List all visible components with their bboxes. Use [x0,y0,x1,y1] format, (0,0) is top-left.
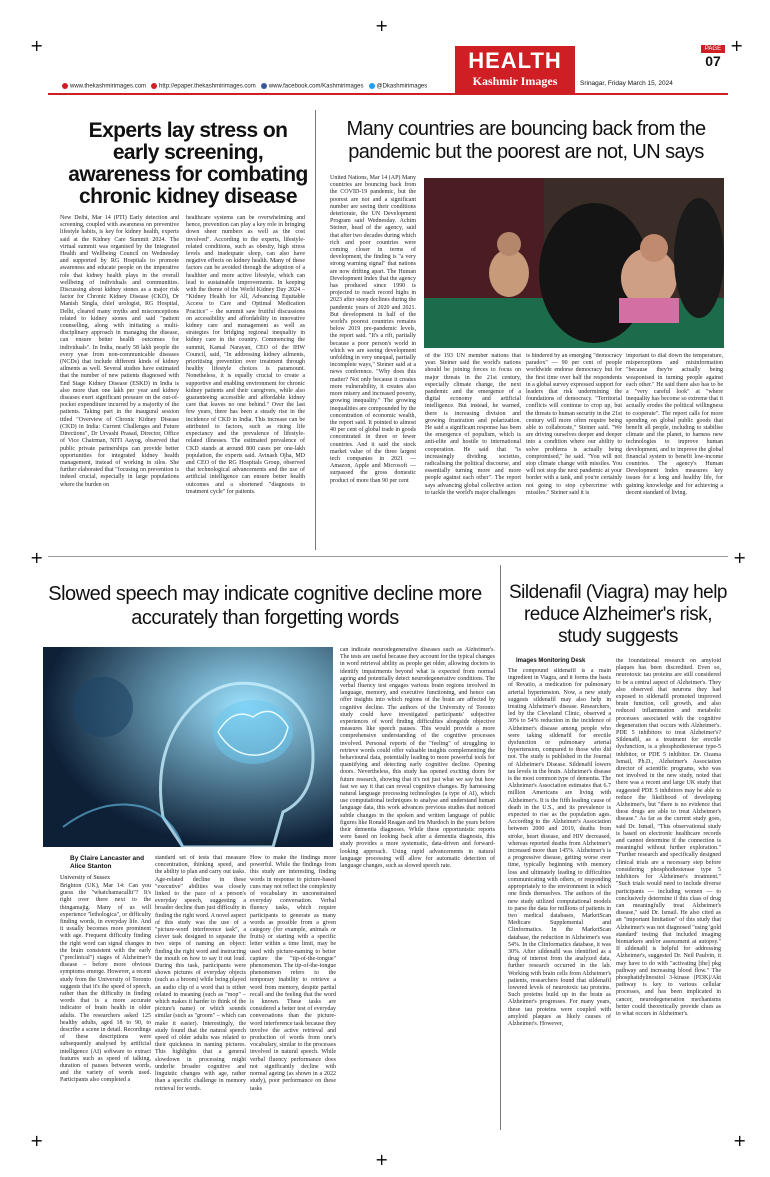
article2-column-2: of the 193 UN member nations that year. Steiner said the world's nations should be joining forces to focus on major threats in the 21st century, especially climate change, the next pandemic and the emergence of a digital economy and artificial intelligence. But instead, he warned, there is increasing division and growing frustration and polarization. He said a significant response has been the emergence of populism, which is anti-elite and hostile to international cooperation. He said that "is increasingly dividing societies, radicalising the political discourse, and essentially turning more and more people against each other". The report says advancing global collective action to tackle the world's major challenges [425,353,521,496]
masthead: Kashmir Images [472,74,558,88]
registration-mark-top-left: + [30,36,44,55]
header-rule [48,93,728,95]
article3-photo [43,647,333,847]
page-number: 07 [705,53,721,69]
page-label: PAGE [701,45,725,53]
link-epaper[interactable]: http://epaper.thekashmirimages.com [159,83,256,90]
article4-headline: Sildenafil (Viagra) may help reduce Alzheimer's risk, study suggests [509,582,727,647]
header-links [62,83,427,90]
brain-xray-illustration [43,647,333,847]
globe-icon [151,83,157,89]
registration-mark-mid-right: + [733,548,747,567]
column-divider-bottom [500,565,501,1130]
article4-column-1: The compound sildenafil is a main ingredient in Viagra, and it forms the basis of Revatio, a medication for pulmonary arterial hypertension. Now, a new study suggests sildenafil may also help in treating Alzheimer's disease. Researchers, led by the Cleveland Clinic, observed a 30% to 54% reduction in the incidence of Alzheimer's disease among people who were taking sildenafil for erectile dysfunction or pulmonary arterial hypertension, compared to those who did not. The study is published in the Journal of Alzheimer's Disease. Sildenafil lowers tau levels in the brain. Alzheimer's disease is the most common type of dementia. The Alzheimer's Association estimates that 6.7 million Americans are living with Alzheimer's. It is the fifth leading cause of death in the U.S., and its prevalence is expected to rise as the population ages. According to the Alzheimer's Association between 2000 and 2019, deaths from stroke, heart disease, and HIV decreased, whereas reported deaths from Alzheimer's increased more than 145%. Alzheimer's is a progressive disease, getting worse over time, typically beginning with memory loss and ultimately leading to difficulties communicating with others, or responding appropriately to the environment in which one finds themselves. The authors of the new study utilized computational models to parse the data for millions of patients in two medical databases, MarketScan Medicare Supplemental and Clinformatics. In the MarketScan database, the reduction in Alzheimer's was 54%. In the Clinformatics database, it was 30%. After sildenafil was identified as a drug of interest from the analyzed data, further research occurred in the lab. Working with brain cells from Alzheimer's patients, researchers found that sildenafil lowered levels of neurotoxic tau proteins. Such proteins build up in the brain as Alzheimer's progresses. For many years, these tau proteins were coupled with amyloid plaques as likely causes of Alzheimer's. However, [508,668,611,1027]
article3-column-3: How to make the findings more powerful. While the findings from this study are interesting, finding words in response to picture-based cues may not reflect the complexity of vocabulary in unconstrained everyday conversation. Verbal fluency tasks, which require participants to generate as many words as possible from a given category (for example, animals or fruits) or starting with a specific letter within a time limit, may be used with picture-naming to better capture the "tip-of-the-tongue" phenomenon. The tip-of-the-tongue phenomenon refers to the temporary inability to retrieve a word from memory, despite partial recall and the feeling that the word is known. These tasks are considered a better test of everyday conversations than the picture-word interference task because they involve the active retrieval and production of words from one's vocabulary, similar to the processes involved in natural speech. While verbal fluency performance does not significantly decline with normal ageing (as shown in a 2022 study), poor performance on these tasks [250,855,336,1092]
article2-column-1: United Nations, Mar 14 (AP) Many countries are bouncing back from the COVID-19 pandemic, but the poorest are not and a significant number are seeing their conditions deteriorate, the UN Development Program said Wednesday. Achim Steiner, head of the agency, said that after two decades during which rich and poor countries were coming closer in terms of development, the finding is "a very strong warning signal" that nations are now drifting apart. The Human Development Index that the agency has produced since 1990 is projected to reach record highs in 2023 after steep declines during the pandemic years of 2020 and 2021. But development in half of the world's poorest countries remains below 2019 pre-pandemic levels, the report said. "It's a rift, partially because a poor person's world in which we are seeing development unfolding in very unequal, partially incomplete ways," Steiner said at a news conference. "Why does this matter? Not only because it creates more vulnerability, it creates also more misery and increased poverty, growing inequality." The growing inequalities are compounded by the concentration of economic wealth, the report said. It pointed to almost 40 per cent of global trade in goods concentrated in three or fewer countries. And it said the stock market value of the three largest tech companies in 2021 — Amazon, Apple and Microsoft — surpassed the gross domestic product of more than 90 per cent [330,175,416,484]
registration-mark-bottom-left: + [30,1131,44,1150]
link-facebook[interactable]: www.facebook.com/Kashmirimages [268,83,364,90]
section-title: HEALTH [468,48,562,73]
registration-mark-top-right: + [730,36,744,55]
article1-headline: Experts lay stress on early screening, awareness for combating chronic kidney disease [68,119,308,208]
column-divider [315,110,316,550]
dateline: Srinagar, Friday March 15, 2024 [580,80,673,87]
children-photo-illustration [424,178,724,348]
link-twitter[interactable]: @Dkashmirimages [376,83,428,90]
article4-column-2: the foundational research on amyloid plaques has been discredited. Even so, neurotoxic tau proteins are still considered to be a central aspect of Alzheimer's. They also observed that neurons they had exposed to sildenafil promoted improved brain function, cell growth, and also reduced inflammation and metabolic processes associated with the cognitive degeneration that occurs with Alzheimer's. PDE 5 inhibitors to treat Alzheimer's? Sildenafil, as a treatment for erectile dysfunction, is a phosphodiesterase type-5 inhibitor, or PDE 5 inhibitor. Dr. Ozama Ismail, Ph.D., Alzheimer's Association director of scientific programs, who was not involved in the new study, noted that there was a recent and large UK study that suggested PDE 5 inhibitors may be able to reduce the likelihood of developing Alzheimer's, but "there is no evidence that these drugs are able to treat Alzheimer's disease." As far as the current study goes, said Dr. Ismail, "This observational study is based on electronic healthcare records and cannot determine if the connection is meaningful without further exploration." "Further research and specifically designed clinical trials are a necessary step before considering phosphodiesterase type 5 inhibitors for Alzheimer's treatment." "Such trials would need to include diverse participants — including women — to conclusively determine if this class of drug can meaningfully treat Alzheimer's disease," said Dr. Ismail. He also cited as an "important limitation" of this study that Alzheimer's was not diagnosed "using 'gold standard' testing that included imaging biomarkers and/or assessment at autopsy." If sildenafil is helpful for addressing Alzheimer's, suggested Dr. Neil Paulvin, it may have to do with "activating [the] pkg pathway and increasing blood flow." The phosphatidylinositol 3-kinase (PI3K)/Akt pathway is key to various cellular processes, and has been implicated in cancer, neurodegeneration mechanisms better could theoretically provide clues as to what occurs in Alzheimer's. [616,658,721,1017]
row-divider [48,556,728,557]
article3-byline: By Claire Lancaster and Alice Stanton [70,855,145,870]
article3-column-2: standard set of tests that measure concentration, thinking speed, and the ability to plan and carry out tasks. Age-related decline in these "executive" abilities was closely linked to the pace of a person's everyday speech, suggesting a broader decline than just difficulty in finding the right word. A novel aspect of this study was the use of a "picture-word interference task", a clever task designed to separate the two steps of naming an object: finding the right word and instructing the mouth on how to say it out loud. During this task, participants were shown pictures of everyday objects (such as a broom) while being played an audio clip of a word that is either related in meaning (such as "mop" – which makes it harder to think of the picture's name) or which sounds similar (such as "groom" – which can make it easier). Interestingly, the study found that the natural speech speed of older adults was related to their quickness in naming pictures. This highlights that a general slowdown in processing might underlie broader cognitive and linguistic changes with age, rather than a specific challenge in memory retrieval for words. [155,855,246,1092]
twitter-icon [369,83,375,89]
section-banner [455,46,575,94]
article1-column-1: New Delhi, Mar 14 (PTI) Early detection and screening, coupled with awareness on preventive lifestyle habits, is key for kidney health, experts said at the Kidney Care Summit 2024. The virtual summit was organised by the Integrated Health and Wellbeing Council on Wednesday and supported by RG Hospitals to promote awareness and educate people on the imperative role that kidney health plays in the overall wellbeing of individuals and communities. Discussing about kidney stones as a major risk factor for Chronic Kidney Disease (CKD), Dr Manish Singla, chief urologist, RG Hospital, Delhi, cleared many myths and misconceptions related to kidney stones and said "patient counselling, along with initiating a multi-disciplinary approach in managing the disease, can ensure better health outcomes for individuals". In India, nearly 58 lakh people die every year from non-communicable diseases (NCDs) that include different kinds of kidney ailments as well. Several studies have estimated that the number of new patients diagnosed with End Stage Kidney Disease (ESKD) in India is also more than one lakh per year and kidney diseases exert significant pressure on the out-of-pocket expenditure incurred by a majority of the patients. Taking part in the inaugural session titled "Overview of Chronic Kidney Disease (CKD) in India: Current Challenges and Future Directions", Dr Urvashi Prasad, Director, Office of Vice Chairman, NITI Aayog, observed that public private partnerships can provide better opportunities for integrated kidney health management, instead of working in silos. She further elaborated that "focusing on prevention is indeed crucial, especially in large populations where the burden on [60,215,179,488]
article2-column-4: important to dial down the temperature, misperceptions and misinformation "because they're actually being weaponised in turning people against each other." He said there also has to be a "very careful look" at "where inequality has become so extreme that it actually erodes the political willingness to cooperate". The report calls for more spending on global public goods that benefit all people, including to stabilise climate and the planet, to harness new technologies to improve human development, and to improve the global financial system to benefit low-income countries. The agency's Human Development Index measures key issues for a long and healthy life, for gaining knowledge and for achieving a decent standard of living. [626,353,723,496]
link-website[interactable]: www.thekashmirimages.com [70,83,147,90]
article3-column-1: Brighton (UK), Mar 14: Can you guess the "whatchamacallit"? It's right over there next to the thingamajig. Many of us will experience "lethologica", or difficulty finding words, in everyday life. And it usually becomes more prominent with age. Frequent difficulty finding the right word can signal changes in the brain consistent with the early ("preclinical") stages of Alzheimer's disease – before more obvious symptoms emerge. However, a recent study from the University of Toronto suggests that it's the speed of speech, rather than the difficulty in finding words that is a more accurate indicator of brain health in older adults. The researchers asked 125 healthy adults, aged 18 to 90, to describe a scene in detail. Recordings of these descriptions were subsequently analysed by artificial intelligence (AI) software to extract features such as speed of talking, duration of pauses between words, and the variety of words used. Participants also completed a [60,883,151,1084]
article2-photo [424,178,724,348]
registration-mark-bottom-center: + [375,1150,389,1169]
registration-mark-bottom-right: + [733,1131,747,1150]
registration-mark-top-center: + [375,16,389,35]
article2-headline: Many countries are bouncing back from the pandemic but the poorest are not, UN says [346,118,706,163]
article3-headline: Slowed speech may indicate cognitive decline more accurately than forgetting words [48,583,482,629]
article2-column-3: is hindered by an emerging "democracy paradox" — 90 per cent of people worldwide endorse democracy but for the first time over half the respondents in a global survey expressed support for leaders that risk undermining the foundations of democracy. "Territorial conflicts will continue to crop up, but the threats to human security in the 21st century will more often require being able to collaborate," Steiner said. "We are driving ourselves deeper and deeper into a condition where our ability to solve problems is actually being compromised," he said. "You will not stop climate change with missiles. You will not stop the next pandemic at your border with a tank, and you're certainly not going to stop cybercrime with missiles." Steiner said it is [526,353,622,496]
article3-affiliation: University of Sussex [60,875,110,881]
article4-byline: Images Monitoring Desk [516,658,586,664]
facebook-icon [261,83,267,89]
article1-column-2: healthcare systems can be overwhelming and hence, prevention can play a key role in bringing down sheer numbers as well as the cost involved". According to the experts, lifestyle-related conditions, such as obesity, high stress levels and inadequate sleep, can also have negative effects on kidney health. Many of these factors can be avoided through the adoption of a healthier and more active lifestyle, which can lead to sustainable improvements. In keeping with the theme of the World Kidney Day 2024 – "Kidney Health for All, Advancing Equitable Access to Care and Optimal Medication Practice" – the summit saw fruitful discussions on accessibility and affordability in innovative kidney care and management as well as strategies for bridging regional inequality in kidney care in the country. Commencing the summit, Kamal Narayan, CEO of the IHW Council, said, "In addressing kidney ailments, prioritising prevention over treatment through healthy lifestyle choices is paramount. Nonetheless, it is equally crucial to create a supportive and enabling environment for chronic kidney patients and their caregivers, while also guaranteeing accessible and affordable kidney care that leaves no one behind." Over the last few years, there has been a steady rise in the incidence of CKD in India. This increase can be attributed to factors, such as rising life expectancy and the prevalence of lifestyle-related illnesses. The estimated prevalence of CKD stands at around 800 cases per one-lakh population, the experts said. Avinash Ojha, MD and CEO of the RG Hospitals Group, observed that technological advancements and the use of artificial intelligence can ensure better health outcomes and a shortened "diagnosis to treatment cycle" for patients. [186,215,305,495]
article3-column-4: can indicate neurodegenerative diseases such as Alzheimer's. The tests are useful because they account for the typical changes in word retrieval ability as people get older, allowing doctors to identify impairments beyond what is expected from normal ageing and potentially detect neurodegenerative conditions. The verbal fluency test engages various brain regions involved in language, memory, and executive functioning, and hence can offer insights into which regions of the brain are affected by cognitive decline. The authors of the University of Toronto study could have investigated participants' subjective experiences of word finding difficulties alongside objective measures like speech pauses. This would provide a more comprehensive understanding of the cognitive processes involved. Personal reports of the "feeling" of struggling to retrieve words could offer valuable insights complementing the behavioural data, potentially leading to more powerful tools for quantifying and detecting early cognitive decline. Opening doors. Nevertheless, this study has opened exciting doors for future research, showing that it's not just what we say but how fast we say it that can reveal cognitive changes. By harnessing natural language processing technologies (a type of AI), which use computational techniques to analyse and understand human language data, this work advances previous studies that noticed subtle changes in the spoken and written language of public figures like Ronald Reagan and Iris Murdoch in the years before their dementia diagnoses. While these opportunistic reports were based on looking back after a dementia diagnosis, this study provides a more systematic, data-driven and forward-looking approach. Using rapid advancements in natural language processing will allow for automatic detection of language changes, such as slowed speech rate. [340,647,495,870]
globe-icon [62,83,68,89]
registration-mark-mid-left: + [30,548,44,567]
